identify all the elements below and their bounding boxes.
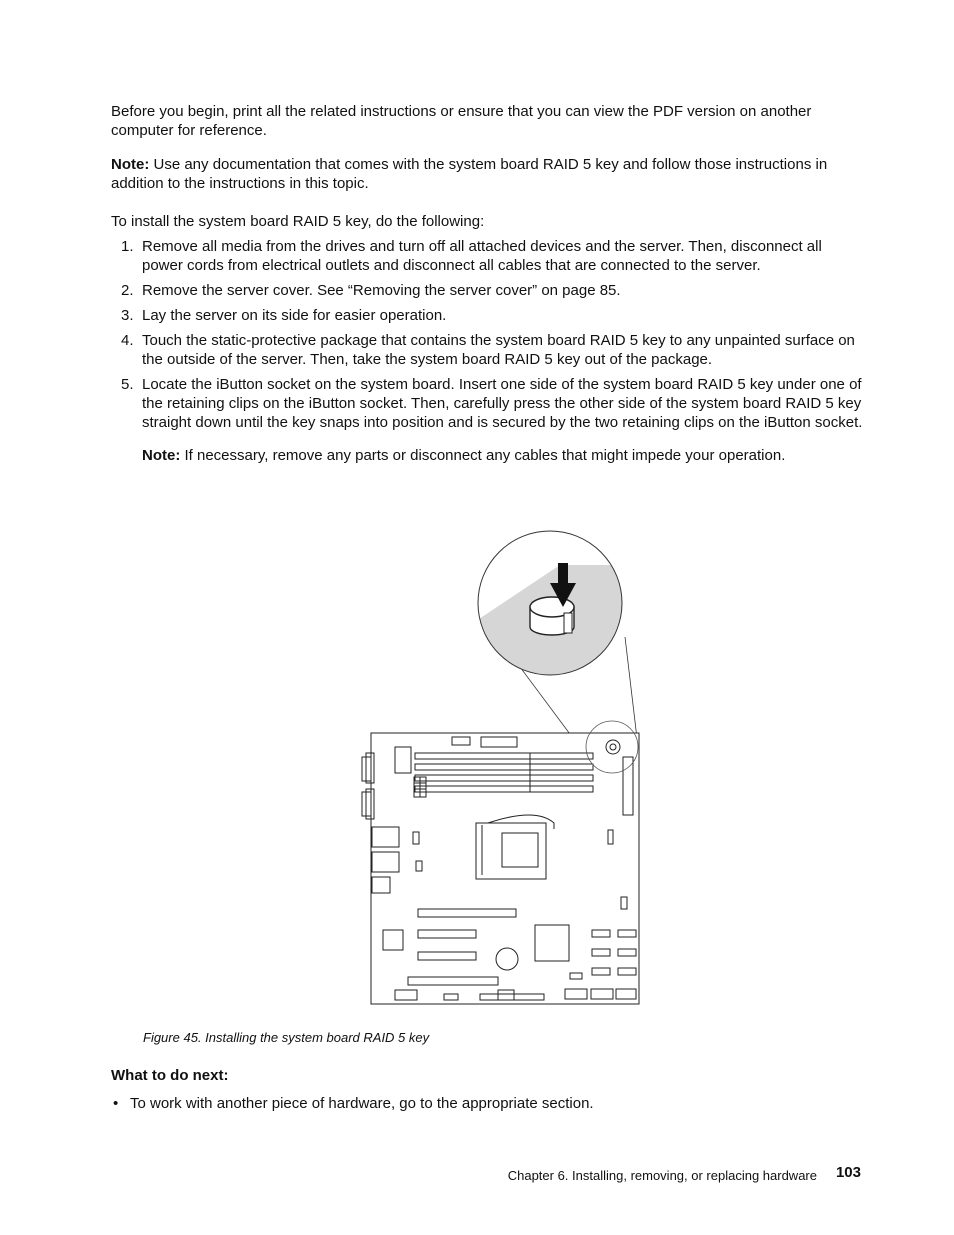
zoom-detail — [470, 525, 650, 685]
next-step-item — [111, 1094, 866, 1113]
intro-paragraph: Before you begin, print all the related instructions or ensure that you can view the PDF version on another computer for reference. — [111, 103, 812, 139]
step-item — [111, 306, 866, 325]
note-paragraph — [111, 155, 866, 193]
step-note — [142, 446, 866, 465]
step-text: Remove all media from the drives and turn off all attached devices and the server. Then, disconnect all power cords from electrical outlets and disconnect all cables that are connected to the server. — [142, 238, 822, 274]
step-number: 1. — [121, 238, 134, 255]
step-text: Locate the iButton socket on the system board. Insert one side of the system board RAID 5 key under one of the retaining clips on the iButton socket. Then, carefully press the other side of the system board RAID 5 key straight down until the key snaps into position and is secured by the two retaining clips on the iButton socket. — [142, 376, 863, 431]
step-item — [111, 375, 866, 465]
next-steps-list — [111, 1094, 866, 1113]
procedure-lead: To install the system board RAID 5 key, do the following: — [111, 213, 485, 230]
next-step-text: To work with another piece of hardware, go to the appropriate section. — [130, 1095, 594, 1112]
footer-chapter: Chapter 6. Installing, removing, or replacing hardware — [507, 1168, 817, 1183]
step-number: 4. — [121, 332, 134, 349]
bullet-dot: • — [113, 1095, 119, 1112]
system-board — [362, 721, 639, 1004]
step-text: Lay the server on its side for easier operation. — [142, 307, 447, 324]
system-board-figure — [360, 525, 650, 1010]
step-note-text: If necessary, remove any parts or disconnect any cables that might impede your operation. — [180, 447, 786, 464]
note-text: Use any documentation that comes with the system board RAID 5 key and follow those instructions in addition to the instructions in this topic. — [111, 156, 828, 192]
figure-caption: Figure 45. Installing the system board RAID 5 key — [143, 1030, 430, 1045]
step-text: Remove the server cover. See “Removing the server cover” on page 85. — [142, 282, 621, 299]
step-text: Touch the static-protective package that contains the system board RAID 5 key to any unpainted surface on the outside of the server. Then, take the system board RAID 5 key out of the package. — [142, 332, 855, 368]
page-number: 103 — [835, 1164, 861, 1181]
step-note-label: Note: — [142, 447, 181, 464]
step-number: 5. — [121, 376, 134, 393]
next-steps-heading: What to do next: — [111, 1067, 229, 1084]
step-item — [111, 281, 866, 300]
step-item — [111, 237, 866, 275]
note-label: Note: — [111, 156, 150, 173]
system-board-illustration — [360, 525, 650, 1010]
procedure-steps — [111, 237, 866, 471]
step-item — [111, 331, 866, 369]
step-number: 3. — [121, 307, 134, 324]
step-number: 2. — [121, 282, 134, 299]
